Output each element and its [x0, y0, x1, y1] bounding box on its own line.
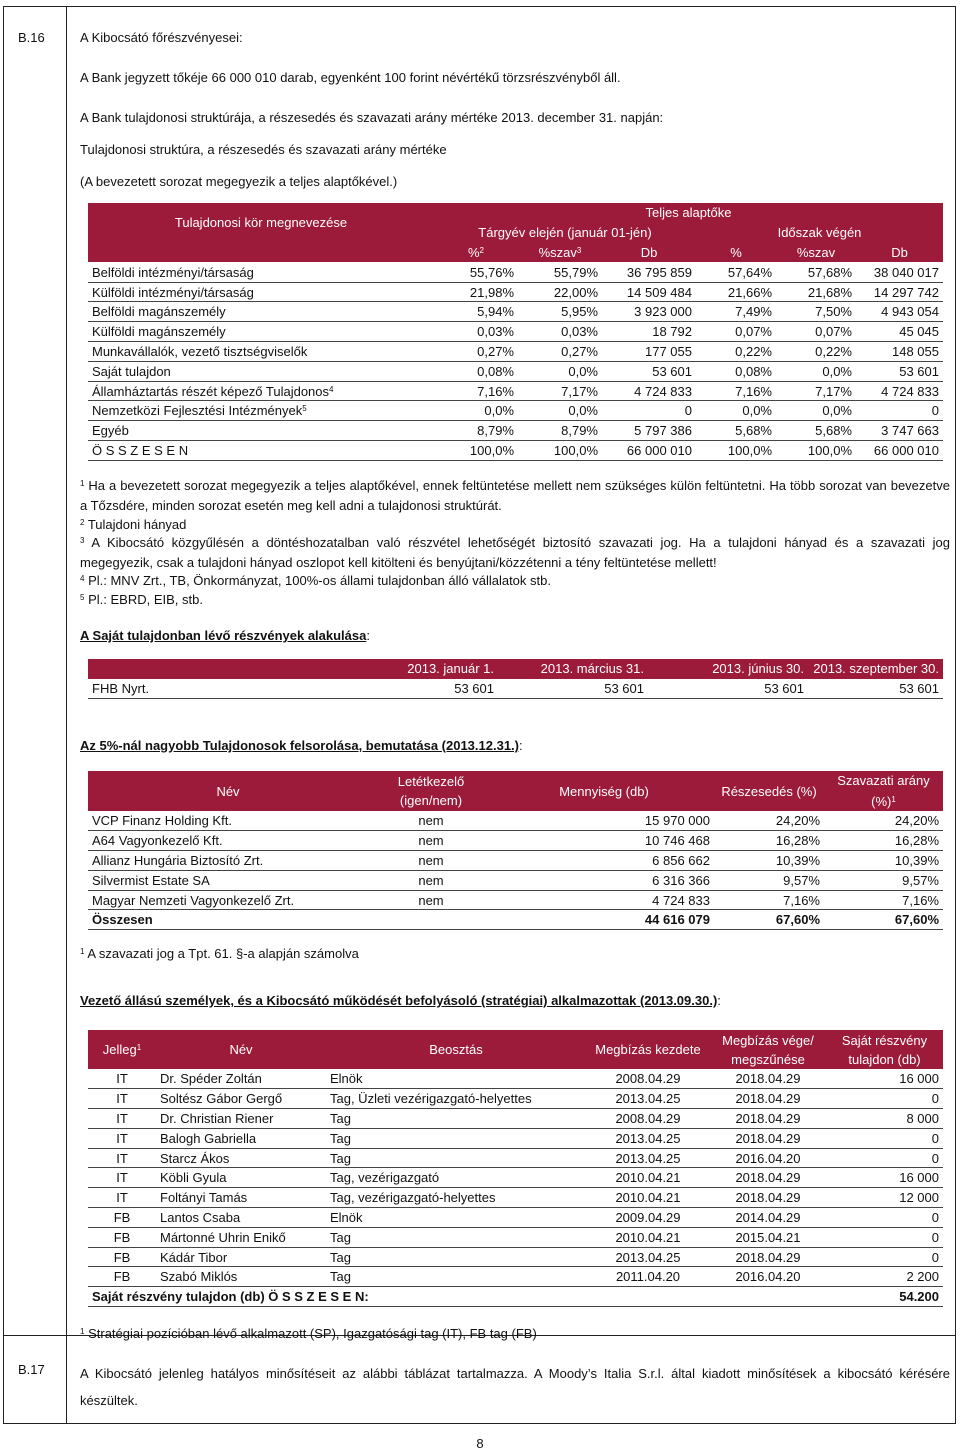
footnote-2: $^2$ Tulajdoni hányad	[80, 517, 187, 532]
table-row	[88, 262, 943, 282]
quantity-value: 6 316 366	[494, 870, 714, 890]
exec-position: Tag, Üzleti vezérigazgató-helyettes	[326, 1089, 586, 1109]
owner-value: 14 509 484	[602, 282, 696, 302]
exec-start: 2010.04.21	[586, 1188, 710, 1208]
exec-end: 2018.04.29	[710, 1089, 826, 1109]
exec-position: Tag	[326, 1148, 586, 1168]
quantity-value: 10 746 468	[494, 831, 714, 851]
quantity-value: 6 856 662	[494, 851, 714, 871]
exec-own-shares: 0	[826, 1128, 943, 1148]
owner-value: 55,79%	[518, 262, 602, 282]
table-row	[88, 1208, 943, 1228]
exec-start: 2013.04.25	[586, 1148, 710, 1168]
exec-position: Elnök	[326, 1069, 586, 1089]
exec-own-shares: 16 000	[826, 1168, 943, 1188]
owner-name: Silvermist Estate SA	[88, 870, 368, 890]
exec-end: 2018.04.29	[710, 1128, 826, 1148]
total-label: Összesen	[88, 910, 368, 930]
table-row	[88, 421, 943, 441]
table-row	[88, 361, 943, 381]
header-name: Név	[216, 783, 240, 799]
exec-name: Balogh Gabriella	[156, 1128, 326, 1148]
exec-end: 2016.04.20	[710, 1267, 826, 1287]
exec-position: Tag, vezérigazgató	[326, 1168, 586, 1188]
exec-type: IT	[88, 1168, 156, 1188]
own-shares-value: 53 601	[303, 679, 498, 699]
owner-value: 21,98%	[434, 282, 518, 302]
quantity-value: 4 724 833	[494, 890, 714, 910]
table-row	[88, 1148, 943, 1168]
owner-value: 8,79%	[518, 421, 602, 441]
owner-value: 0,0%	[518, 401, 602, 421]
owner-value: 0,08%	[696, 361, 776, 381]
exec-start: 2009.04.29	[586, 1208, 710, 1228]
table-row	[88, 1227, 943, 1247]
exec-start: 2013.04.25	[586, 1128, 710, 1148]
owner-value: 7,16%	[696, 381, 776, 401]
header-pct: %$^2$	[467, 244, 484, 260]
owner-name: Saját tulajdon	[88, 361, 434, 381]
section-label-b17: B.17	[18, 1362, 45, 1377]
owner-name: Belföldi intézményi/társaság	[88, 262, 434, 282]
owner-value: 3 923 000	[602, 302, 696, 322]
major-owners-table	[88, 771, 943, 930]
exec-own-shares: 2 200	[826, 1267, 943, 1287]
exec-name: Soltész Gábor Gergő	[156, 1089, 326, 1109]
footnote-5: $^5$ Pl.: EBRD, EIB, stb.	[80, 592, 203, 607]
exec-start: 2010.04.21	[586, 1227, 710, 1247]
header-end: Megbízás vége/ megszűnése	[722, 1032, 814, 1067]
table-row	[88, 1267, 943, 1287]
header-db: Db	[640, 244, 658, 260]
owner-name: Külföldi intézményi/társaság	[88, 282, 434, 302]
owner-value: 0,0%	[696, 401, 776, 421]
own-shares-table	[88, 659, 943, 699]
owner-value: 7,16%	[434, 381, 518, 401]
executives-table	[88, 1030, 943, 1307]
owner-value: 0,08%	[434, 361, 518, 381]
footnote-3: $^3$ A Kibocsátó közgyűlésén a döntéshozatalban való részvétel lehetőségét biztosító szavazati jog. Ha a tulajdoni hányad és a szavazati jog megegyezik, csak a tulajdoni hányad oszlopot kell kitölteni és benyújtani/közzétenni a tény feltüntetése mellett!	[80, 535, 950, 570]
owner-value: 21,66%	[696, 282, 776, 302]
owner-value: 100,0%	[776, 441, 856, 461]
date-col-4: 2013. szeptember 30.	[813, 661, 939, 677]
exec-name: Dr. Spéder Zoltán	[156, 1069, 326, 1089]
owner-value: 4 943 054	[856, 302, 943, 322]
footnote-1: $^1$ Ha a bevezetett sorozat megegyezik a teljes alaptőkével, ennek feltüntetése mellett nem szükséges külön feltüntetni. Ha több sorozat van bevezetve a Tőzsdére, minden sorozat esetén meg kell adni a tulajdonosi struktúrát.	[80, 478, 950, 513]
share-value: 9,57%	[714, 870, 824, 890]
share-value: 10,39%	[714, 851, 824, 871]
owner-value: 45 045	[856, 322, 943, 342]
owner-value: 7,17%	[776, 381, 856, 401]
table-row	[88, 870, 943, 890]
capital-paragraph: A Bank jegyzett tőkéje 66 000 010 darab, egyenként 100 forint névértékű törzsrészvényből áll.	[80, 70, 621, 85]
exec-type: IT	[88, 1109, 156, 1129]
exec-total-label: Saját részvény tulajdon (db) Ö S S Z E S E N:	[88, 1287, 586, 1307]
owner-value: 57,68%	[776, 262, 856, 282]
owner-value: 18 792	[602, 322, 696, 342]
table-row	[88, 302, 943, 322]
owner-value: 5,68%	[696, 421, 776, 441]
owner-value: 7,17%	[518, 381, 602, 401]
header-type: Jelleg$^1$	[102, 1042, 142, 1057]
owner-value: 5,68%	[776, 421, 856, 441]
owner-value: 0,22%	[696, 342, 776, 362]
exec-end: 2016.04.20	[710, 1148, 826, 1168]
table-row	[88, 1128, 943, 1148]
exec-end: 2018.04.29	[710, 1168, 826, 1188]
owner-value: 3 747 663	[856, 421, 943, 441]
exec-type: FB	[88, 1267, 156, 1287]
owner-name: Allianz Hungária Biztosító Zrt.	[88, 851, 368, 871]
exec-own-shares: 16 000	[826, 1069, 943, 1089]
table-row	[88, 1109, 943, 1129]
header-start: Megbízás kezdete	[595, 1042, 701, 1057]
vote-value: 16,28%	[824, 831, 943, 851]
owner-value: 4 724 833	[856, 381, 943, 401]
owner-value: 5 797 386	[602, 421, 696, 441]
header-period-end: Időszak végén	[777, 225, 862, 241]
exec-position: Elnök	[326, 1208, 586, 1228]
exec-position: Tag	[326, 1227, 586, 1247]
custodian-value: nem	[368, 870, 494, 890]
own-shares-value: 53 601	[648, 679, 808, 699]
exec-name: Mártonné Uhrin Enikő	[156, 1227, 326, 1247]
header-db-end: Db	[891, 244, 908, 260]
owner-name: Államháztartás részét képező Tulajdonos$^4$	[88, 381, 434, 401]
vote-value: 7,16%	[824, 890, 943, 910]
owner-value: 21,68%	[776, 282, 856, 302]
custodian-value: nem	[368, 831, 494, 851]
exec-name: Starcz Ákos	[156, 1148, 326, 1168]
own-shares-heading: A Saját tulajdonban lévő részvények alakulása:	[80, 628, 370, 643]
owner-name: VCP Finanz Holding Kft.	[88, 811, 368, 831]
ownership-table	[88, 203, 943, 461]
exec-own-shares: 8 000	[826, 1109, 943, 1129]
exec-name: Szabó Miklós	[156, 1267, 326, 1287]
exec-own-shares: 0	[826, 1148, 943, 1168]
exec-end: 2018.04.29	[710, 1247, 826, 1267]
header-custodian: Letétkezelő (igen/nem)	[397, 774, 465, 808]
exec-end: 2018.04.29	[710, 1069, 826, 1089]
exec-type: IT	[88, 1089, 156, 1109]
table-row	[88, 342, 943, 362]
date-col-3: 2013. június 30.	[712, 661, 804, 677]
table-row	[88, 831, 943, 851]
exec-type: FB	[88, 1227, 156, 1247]
owner-name: Nemzetközi Fejlesztési Intézmények$^5$	[88, 401, 434, 421]
owner-value: 0,0%	[434, 401, 518, 421]
owner-value: 148 055	[856, 342, 943, 362]
date-col-2: 2013. március 31.	[540, 661, 644, 677]
total-share: 67,60%	[714, 910, 824, 930]
owner-value: 5,95%	[518, 302, 602, 322]
owner-name: Belföldi magánszemély	[88, 302, 434, 322]
exec-own-shares: 12 000	[826, 1188, 943, 1208]
page-number: 8	[476, 1436, 484, 1451]
exec-position: Tag, vezérigazgató-helyettes	[326, 1188, 586, 1208]
exec-name: Dr. Christian Riener	[156, 1109, 326, 1129]
exec-name: Lantos Csaba	[156, 1208, 326, 1228]
owner-value: 0	[602, 401, 696, 421]
custodian-value: nem	[368, 811, 494, 831]
exec-own-shares: 0	[826, 1247, 943, 1267]
owner-value: 0,07%	[696, 322, 776, 342]
major-owners-heading: Az 5%-nál nagyobb Tulajdonosok felsorolása, bemutatása (2013.12.31.):	[80, 738, 523, 753]
exec-position: Tag	[326, 1267, 586, 1287]
owner-value: 4 724 833	[602, 381, 696, 401]
exec-type: IT	[88, 1128, 156, 1148]
share-value: 24,20%	[714, 811, 824, 831]
exec-start: 2013.04.25	[586, 1089, 710, 1109]
footnote-4: $^4$ Pl.: MNV Zrt., TB, Önkormányzat, 100%-os állami tulajdonban álló vállalatok stb.	[80, 573, 551, 588]
header-name: Név	[229, 1042, 253, 1057]
owner-name: Egyéb	[88, 421, 434, 441]
date-col-1: 2013. január 1.	[407, 661, 494, 677]
major-footnote: $^1$ A szavazati jog a Tpt. 61. §-a alapján számolva	[80, 946, 359, 961]
table-row	[88, 1168, 943, 1188]
owner-name: Ö S S Z E S E N	[88, 441, 434, 461]
vote-value: 10,39%	[824, 851, 943, 871]
owner-value: 100,0%	[696, 441, 776, 461]
owner-value: 55,76%	[434, 262, 518, 282]
owner-value: 7,49%	[696, 302, 776, 322]
header-owner-name: Tulajdonosi kör megnevezése	[174, 215, 348, 231]
header-vote-end: %szav	[796, 244, 836, 260]
exec-end: 2018.04.29	[710, 1188, 826, 1208]
exec-end: 2015.04.21	[710, 1227, 826, 1247]
header-share: Részesedés (%)	[721, 783, 817, 799]
owner-value: 0,27%	[518, 342, 602, 362]
exec-type: FB	[88, 1208, 156, 1228]
exec-position: Tag	[326, 1109, 586, 1129]
exec-position: Tag	[326, 1128, 586, 1148]
exec-start: 2008.04.29	[586, 1069, 710, 1089]
owner-value: 38 040 017	[856, 262, 943, 282]
owner-name: A64 Vagyonkezelő Kft.	[88, 831, 368, 851]
section-heading: A Kibocsátó főrészvényesei:	[80, 30, 243, 45]
table-row	[88, 1188, 943, 1208]
header-own-shares: Saját részvény tulajdon (db)	[841, 1032, 928, 1067]
owner-value: 177 055	[602, 342, 696, 362]
exec-own-shares: 0	[826, 1089, 943, 1109]
total-vote: 67,60%	[824, 910, 943, 930]
owner-value: 0,03%	[434, 322, 518, 342]
owner-name: Munkavállalók, vezető tisztségviselők	[88, 342, 434, 362]
exec-name: Kádár Tibor	[156, 1247, 326, 1267]
own-shares-value: 53 601	[808, 679, 943, 699]
exec-position: Tag	[326, 1247, 586, 1267]
owner-value: 66 000 010	[602, 441, 696, 461]
owner-value: 100,0%	[434, 441, 518, 461]
table-row	[88, 282, 943, 302]
table-row	[88, 441, 943, 461]
custodian-value: nem	[368, 851, 494, 871]
header-pct-end: %	[730, 244, 742, 260]
exec-type: IT	[88, 1188, 156, 1208]
header-vote: %szav$^3$	[538, 244, 582, 260]
ratings-paragraph: A Kibocsátó jelenleg hatályos minősítéseit az alábbi táblázat tartalmazza. A Moody’s Italia S.r.l. által kiadott minősítések a kibocsátó kérésére készültek.	[80, 1366, 950, 1408]
table-row	[88, 890, 943, 910]
owner-name: Külföldi magánszemély	[88, 322, 434, 342]
ownership-structure-intro: A Bank tulajdonosi struktúrája, a részesedés és szavazati arány mértéke 2013. december 31. napján:	[80, 110, 664, 125]
exec-end: 2018.04.29	[710, 1109, 826, 1129]
share-value: 16,28%	[714, 831, 824, 851]
owner-value: 57,64%	[696, 262, 776, 282]
total-qty: 44 616 079	[494, 910, 714, 930]
owner-value: 8,79%	[434, 421, 518, 441]
table-row	[88, 1069, 943, 1089]
exec-start: 2013.04.25	[586, 1247, 710, 1267]
exec-type: IT	[88, 1069, 156, 1089]
exec-name: Köbli Gyula	[156, 1168, 326, 1188]
ownership-structure-title: Tulajdonosi struktúra, a részesedés és szavazati arány mértéke	[80, 142, 447, 157]
executives-footnote: $^1$ Stratégiai pozícióban lévő alkalmazott (SP), Igazgatósági tag (IT), FB tag (FB)	[80, 1326, 537, 1341]
vote-value: 24,20%	[824, 811, 943, 831]
exec-start: 2008.04.29	[586, 1109, 710, 1129]
exec-end: 2014.04.29	[710, 1208, 826, 1228]
custodian-value: nem	[368, 890, 494, 910]
owner-value: 7,50%	[776, 302, 856, 322]
vote-value: 9,57%	[824, 870, 943, 890]
owner-value: 0,27%	[434, 342, 518, 362]
owner-value: 0,03%	[518, 322, 602, 342]
owner-value: 0,0%	[776, 361, 856, 381]
table-row	[88, 811, 943, 831]
header-voting: Szavazati arány (%)$^1$	[837, 773, 930, 809]
section-label-b16: B.16	[18, 30, 45, 45]
table-row	[88, 851, 943, 871]
owner-value: 36 795 859	[602, 262, 696, 282]
header-total-capital: Teljes alaptőke	[645, 205, 732, 221]
owner-value: 53 601	[602, 361, 696, 381]
owner-value: 0,07%	[776, 322, 856, 342]
exec-total-value: 54.200	[826, 1287, 943, 1307]
table-row	[88, 1247, 943, 1267]
exec-start: 2010.04.21	[586, 1168, 710, 1188]
owner-value: 14 297 742	[856, 282, 943, 302]
owner-value: 5,94%	[434, 302, 518, 322]
header-position: Beosztás	[429, 1042, 483, 1057]
exec-own-shares: 0	[826, 1208, 943, 1228]
header-quantity: Mennyiség (db)	[559, 783, 649, 799]
table-row	[88, 401, 943, 421]
header-year-start: Tárgyév elején (január 01-jén)	[478, 225, 652, 241]
owner-value: 66 000 010	[856, 441, 943, 461]
owner-name: Magyar Nemzeti Vagyonkezelő Zrt.	[88, 890, 368, 910]
table-row	[88, 381, 943, 401]
owner-value: 0,0%	[518, 361, 602, 381]
quantity-value: 15 970 000	[494, 811, 714, 831]
owner-value: 22,00%	[518, 282, 602, 302]
owner-value: 0,22%	[776, 342, 856, 362]
executives-heading: Vezető állású személyek, és a Kibocsátó működését befolyásoló (stratégiai) alkalmazottak (2013.09.30.):	[80, 993, 721, 1008]
share-value: 7,16%	[714, 890, 824, 910]
owner-value: 100,0%	[518, 441, 602, 461]
exec-own-shares: 0	[826, 1227, 943, 1247]
table-row	[88, 1089, 943, 1109]
table-row	[88, 322, 943, 342]
ownership-structure-note: (A bevezetett sorozat megegyezik a teljes alaptőkével.)	[80, 174, 398, 189]
own-shares-row-name: FHB Nyrt.	[88, 679, 303, 699]
exec-type: IT	[88, 1148, 156, 1168]
exec-name: Foltányi Tamás	[156, 1188, 326, 1208]
owner-value: 53 601	[856, 361, 943, 381]
exec-type: FB	[88, 1247, 156, 1267]
own-shares-value: 53 601	[498, 679, 648, 699]
column-divider	[66, 6, 67, 1424]
owner-value: 0	[856, 401, 943, 421]
owner-value: 0,0%	[776, 401, 856, 421]
exec-start: 2011.04.20	[586, 1267, 710, 1287]
